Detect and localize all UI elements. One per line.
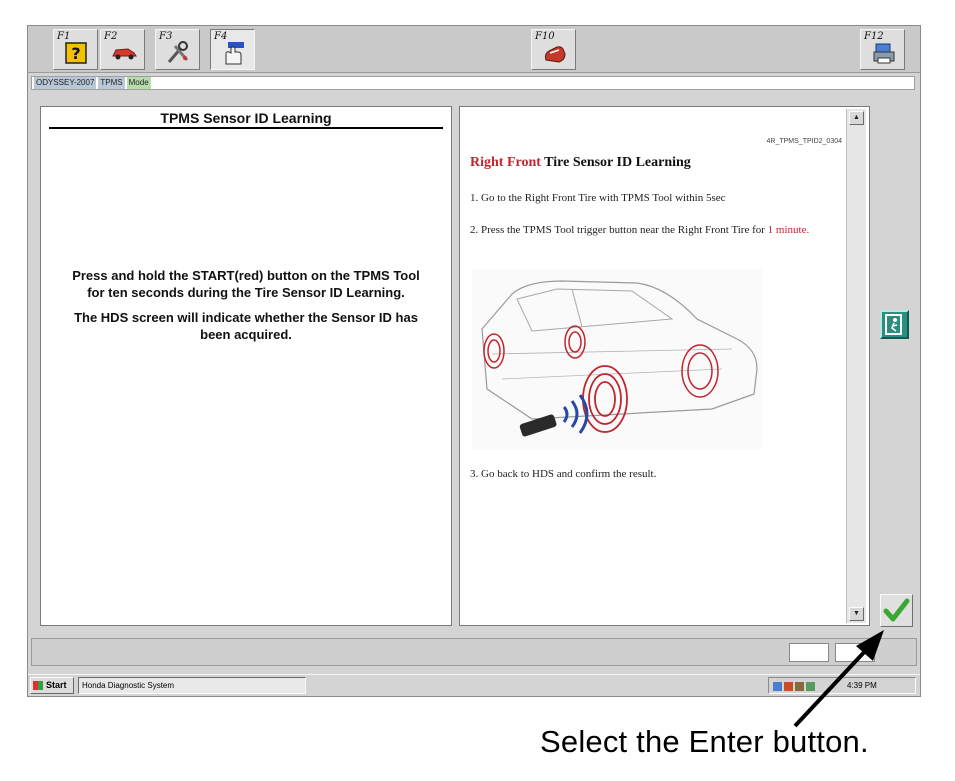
step-3: 3. Go back to HDS and confirm the result.	[470, 468, 657, 480]
document-id: 4R_TPMS_TPID2_0304	[766, 138, 842, 145]
status-field-2	[835, 643, 875, 662]
toolbar	[28, 26, 920, 73]
f12-key-label: F12	[864, 31, 884, 42]
tray-app-icon[interactable]	[784, 682, 793, 691]
procedure-content	[470, 107, 844, 625]
procedure-panel	[459, 106, 870, 626]
f12-print-button[interactable]	[860, 29, 905, 70]
clock: 4:39 PM	[847, 681, 877, 690]
panel-title: TPMS Sensor ID Learning	[49, 107, 443, 129]
instruction-hold-start: Press and hold the START(red) button on the TPMS Tool for ten seconds during the Tire Sensor ID Learning.	[72, 268, 420, 300]
enter-button[interactable]	[880, 594, 913, 627]
instruction-screen-result: The HDS screen will indicate whether the Sensor ID has been acquired.	[74, 310, 418, 342]
procedure-scrollbar[interactable]	[846, 109, 866, 623]
svg-text:?: ?	[71, 44, 81, 63]
procedure-heading	[470, 155, 691, 171]
vehicle-model-tag: ODYSSEY-2007	[36, 78, 95, 87]
volume-icon[interactable]	[806, 682, 815, 691]
function-hand-icon	[220, 40, 248, 66]
vehicle-status-line	[31, 76, 915, 90]
network-icon[interactable]	[773, 682, 782, 691]
heading-rest: Tire Sensor ID Learning	[540, 155, 691, 170]
mode-tag: Mode	[128, 78, 149, 87]
f2-key-label: F2	[104, 31, 118, 42]
f10-exit-button[interactable]	[531, 29, 576, 70]
f10-key-label: F10	[535, 31, 555, 42]
hds-window	[27, 25, 921, 697]
start-button[interactable]	[30, 677, 74, 694]
system-tray	[768, 677, 916, 694]
help-icon	[63, 40, 89, 66]
f3-key-label: F3	[159, 31, 173, 42]
f3-tools-button[interactable]	[155, 29, 200, 70]
windows-logo-icon	[33, 681, 43, 690]
bottom-status-bar	[31, 638, 917, 666]
scroll-up-button[interactable]: ▲	[849, 111, 864, 125]
taskbar	[28, 674, 920, 696]
system-tag: TPMS	[100, 78, 123, 87]
scroll-down-button[interactable]: ▼	[849, 607, 864, 621]
f2-vehicle-button[interactable]	[100, 29, 145, 70]
checkmark-icon	[881, 595, 912, 626]
door-exit-icon	[882, 312, 907, 337]
exit-button[interactable]	[880, 310, 909, 339]
start-label: Start	[46, 680, 67, 690]
printer-icon	[870, 40, 898, 66]
heading-tire-position: Right Front	[470, 155, 541, 170]
f1-help-button[interactable]	[53, 29, 98, 70]
tray-tool-icon[interactable]	[795, 682, 804, 691]
step-2-text: 2. Press the TPMS Tool trigger button near the Right Front Tire for	[470, 224, 768, 236]
instruction-panel	[40, 106, 452, 626]
instruction-text	[41, 267, 451, 351]
step-2	[470, 223, 842, 238]
status-field-1	[789, 643, 829, 662]
exit-hand-icon	[541, 40, 569, 66]
step-1: 1. Go to the Right Front Tire with TPMS Tool within 5sec	[470, 192, 726, 204]
f4-function-button[interactable]	[210, 29, 255, 70]
f1-key-label: F1	[57, 31, 71, 42]
tray-icons	[773, 681, 817, 696]
tools-icon	[165, 40, 193, 66]
f4-key-label: F4	[214, 31, 228, 42]
annotation-caption: Select the Enter button.	[540, 724, 869, 759]
step-2-duration: 1 minute.	[767, 224, 810, 236]
taskbar-item-hds[interactable]: Honda Diagnostic System	[78, 677, 306, 694]
car-icon	[110, 40, 138, 64]
car-tpms-illustration	[472, 269, 762, 449]
